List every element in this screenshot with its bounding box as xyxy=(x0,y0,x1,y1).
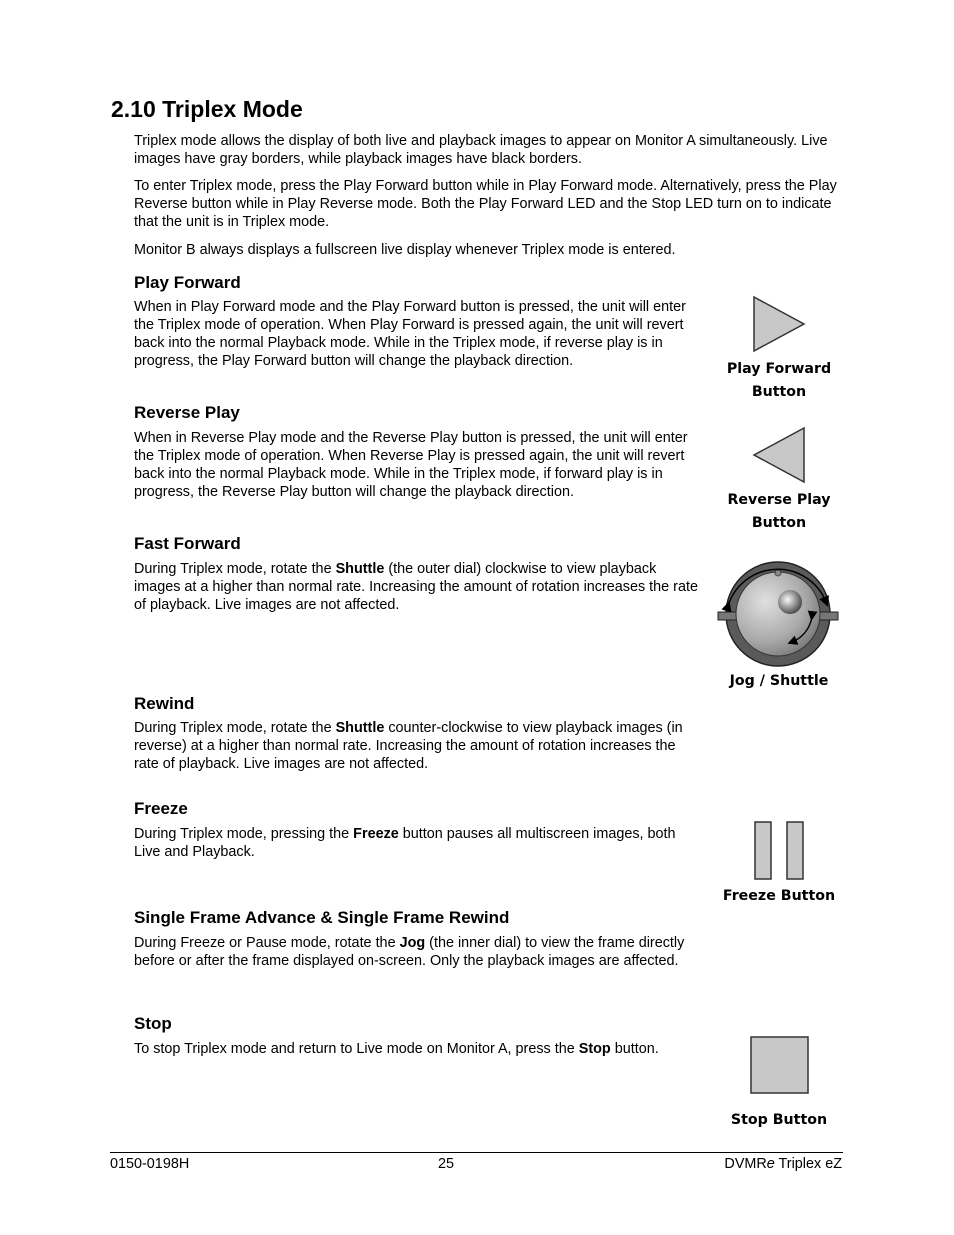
play-forward-body: When in Play Forward mode and the Play Forward button is pressed, the unit will enter the Triplex mode of operation. When Play Forward is pressed again, the unit will revert back into the normal Playback mode. While in the Triplex mode, if reverse play is in progress, the Play Forward button will change the playback direction. xyxy=(134,299,686,369)
jog-shuttle-caption: Jog / Shuttle xyxy=(729,673,829,689)
stop-heading: Stop xyxy=(134,1014,172,1033)
play-forward-heading: Play Forward xyxy=(134,273,241,292)
freeze-body: During Triplex mode, pressing the Freeze button pauses all multiscreen images, both Live and Playback. xyxy=(134,826,676,860)
intro-paragraph-2: To enter Triplex mode, press the Play Forward button while in Play Forward mode. Alternatively, press the Play Reverse button while in Play Reverse mode. Both the Play Forward LED and the Stop LED turn on to indicate that the unit is in Triplex mode. xyxy=(134,178,837,230)
fast-forward-body: During Triplex mode, rotate the Shuttle (the outer dial) clockwise to view playback images at a higher than normal rate. Increasing the amount of rotation increases the rate of playback. Live images are not affected. xyxy=(134,561,698,613)
play-forward-icon xyxy=(750,294,808,354)
footer-product-name: DVMRe Triplex eZ xyxy=(724,1156,842,1172)
freeze-heading: Freeze xyxy=(134,799,188,818)
reverse-play-icon xyxy=(750,425,808,485)
reverse-play-heading: Reverse Play xyxy=(134,403,240,422)
intro-paragraph-1: Triplex mode allows the display of both live and playback images to appear on Monitor A simultaneously. Live images have gray borders, while playback images have black borders. xyxy=(134,133,828,167)
freeze-caption: Freeze Button xyxy=(722,888,836,904)
footer-rule xyxy=(110,1152,843,1153)
section-title: 2.10 Triplex Mode xyxy=(111,96,303,122)
single-frame-body: During Freeze or Pause mode, rotate the Jog (the inner dial) to view the frame directly before or after the frame displayed on-screen. Only the playback images are affected. xyxy=(134,935,685,969)
fast-forward-heading: Fast Forward xyxy=(134,534,241,553)
play-forward-caption: Play Forward Button xyxy=(726,361,832,400)
rewind-body: During Triplex mode, rotate the Shuttle counter-clockwise to view playback images (in reverse) at a higher than normal rate. Increasing the amount of rotation increases the rate of playback. Live images are not affected. xyxy=(134,720,683,772)
stop-caption: Stop Button xyxy=(730,1112,828,1128)
jog-shuttle-dial-icon xyxy=(714,556,842,668)
rewind-heading: Rewind xyxy=(134,694,195,713)
footer-page-number: 25 xyxy=(438,1156,455,1172)
reverse-play-body: When in Reverse Play mode and the Reverse Play button is pressed, the unit will enter the Triplex mode of operation. When Reverse Play is pressed again, the unit will revert back into the normal Playback mode. While in the Triplex mode, if forward play is in progress, the Reverse Play button will change the playback direction. xyxy=(134,430,688,500)
intro-paragraph-3: Monitor B always displays a fullscreen live display whenever Triplex mode is entered. xyxy=(134,242,676,258)
footer-doc-number: 0150-0198H xyxy=(110,1156,190,1172)
reverse-play-caption: Reverse Play Button xyxy=(727,492,831,531)
single-frame-heading: Single Frame Advance & Single Frame Rewind xyxy=(134,908,510,927)
stop-body: To stop Triplex mode and return to Live mode on Monitor A, press the Stop button. xyxy=(134,1041,659,1057)
freeze-icon xyxy=(752,820,808,882)
stop-icon xyxy=(749,1035,811,1097)
